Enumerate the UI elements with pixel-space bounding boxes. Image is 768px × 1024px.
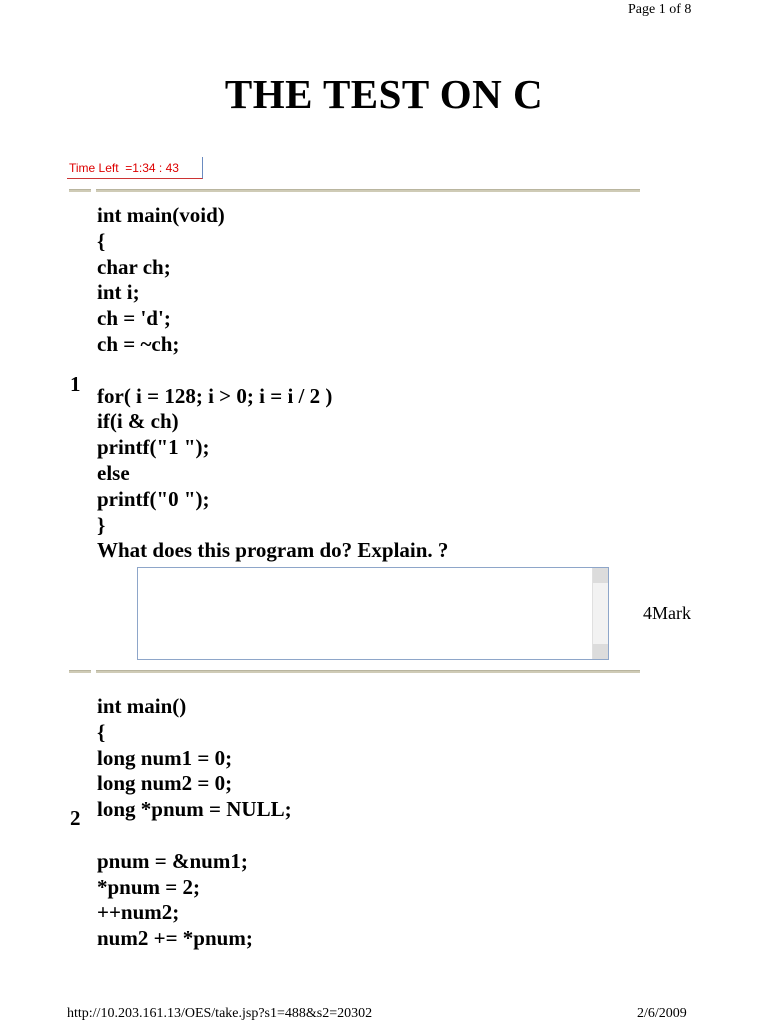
code-line: long num2 = 0; bbox=[97, 771, 233, 796]
code-line: int i; bbox=[97, 280, 140, 305]
question-prompt: What does this program do? Explain. ? bbox=[97, 538, 449, 563]
marks-label: 4Mark bbox=[643, 603, 691, 623]
footer-date: 2/6/2009 bbox=[637, 1006, 687, 1021]
separator-long bbox=[96, 670, 640, 673]
code-line: num2 += *pnum; bbox=[97, 926, 253, 951]
code-line: else bbox=[97, 460, 130, 485]
question-number: 2 bbox=[70, 806, 81, 830]
question-number: 1 bbox=[70, 372, 81, 396]
code-line: { bbox=[97, 228, 106, 253]
answer-textarea[interactable] bbox=[137, 567, 609, 660]
page-title: THE TEST ON C bbox=[224, 71, 544, 117]
code-line: printf("0 "); bbox=[97, 486, 210, 511]
footer-url: http://10.203.161.13/OES/take.jsp?s1=488&s2=20302 bbox=[67, 1006, 373, 1021]
code-line: long num1 = 0; bbox=[97, 745, 233, 770]
code-line: long *pnum = NULL; bbox=[97, 797, 292, 822]
code-line: printf("1 "); bbox=[97, 435, 210, 460]
time-left-text: Time Left =1:34 : 43 bbox=[69, 161, 179, 175]
code-line bbox=[97, 823, 292, 849]
question-code bbox=[97, 694, 292, 952]
code-line bbox=[97, 358, 448, 384]
code-line: { bbox=[97, 719, 106, 744]
separator-short bbox=[69, 189, 91, 192]
code-line: ++num2; bbox=[97, 900, 180, 925]
code-line: char ch; bbox=[97, 254, 171, 279]
code-line: } bbox=[97, 512, 106, 537]
question-code bbox=[97, 203, 448, 564]
code-line: ch = ~ch; bbox=[97, 331, 180, 356]
code-line: pnum = &num1; bbox=[97, 848, 248, 873]
code-line: int main() bbox=[97, 694, 187, 718]
separator-long bbox=[96, 189, 640, 192]
code-line: if(i & ch) bbox=[97, 409, 179, 434]
textarea-scrollbar[interactable] bbox=[592, 568, 608, 659]
timer-box bbox=[67, 157, 203, 179]
separator-short bbox=[69, 670, 91, 673]
code-line: ch = 'd'; bbox=[97, 306, 171, 331]
code-line: int main(void) bbox=[97, 203, 225, 227]
code-line: for( i = 128; i > 0; i = i / 2 ) bbox=[97, 383, 333, 408]
page-indicator: Page 1 of 8 bbox=[628, 2, 692, 17]
code-line: *pnum = 2; bbox=[97, 874, 200, 899]
